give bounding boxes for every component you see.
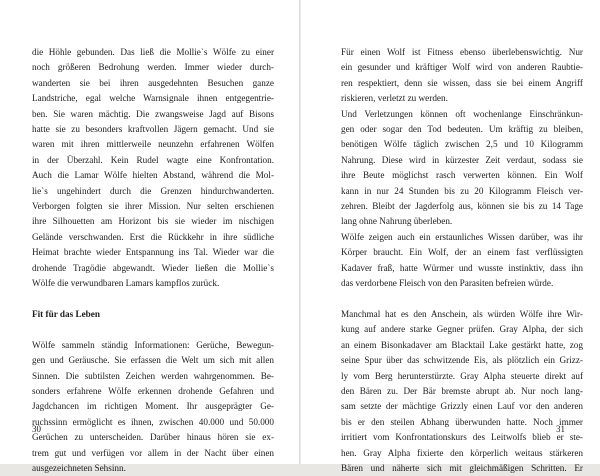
text-line: ihre Silhouetten am Horizont bis sie wieder im nischigen: [32, 216, 274, 227]
text-line: riskieren, verletzt zu werden.: [341, 93, 448, 104]
text-line: zehren. Bleibt der Jagderfolg aus, können sie bis zu 14 Tage: [341, 201, 583, 212]
left-page: [32, 45, 274, 476]
text-line: lang ohne Nahrung überleben.: [341, 216, 453, 227]
text-line: Heimat brachte wieder Entspannung ins Tal. Wieder war die: [32, 247, 274, 258]
text-line: die Höhle gebunden. Das ließ die Mollie`s Wölfe zu einer: [32, 47, 274, 57]
text-line: Verborgen folgten sie ihrer Mission. Nur selten erschienen: [32, 201, 274, 212]
text-line: gen und Geräusche. Sie erfassen die Welt um sich mit allen: [32, 355, 274, 366]
text-line: Bären und näherte sich mit gleichmäßigen Schritten. Er: [341, 462, 583, 473]
text-line: an einem Bisonkadaver am Blacktail Lake gestärkt hatte, zog: [341, 339, 583, 350]
text-line: hen. Gray Alpha fixierte den körperlich weitaus stärkeren: [341, 447, 583, 458]
right-page: [341, 45, 583, 476]
text-line: irritiert vom Konfrontationskurs des Leitwolfs blieb er ste-: [341, 432, 583, 443]
page-number-left: 30: [32, 424, 41, 434]
text-line: Für einen Wolf ist Fitness ebenso überlebenswichtig. Nur: [341, 47, 583, 57]
text-line: ben. Sie waren mächtig. Die zwangsweise Jagd auf Bisons: [32, 108, 274, 119]
text-line: noch größeren Bedrohung werden. Immer wieder durch-: [32, 62, 274, 73]
paragraph-gap: [32, 292, 274, 307]
text-line: Wölfe sammeln ständig Informationen: Gerüche, Bewegun-: [32, 339, 274, 350]
text-line: ihre Beute möglichst rasch verwerten können. Ein Wolf: [341, 170, 583, 181]
left-paragraph-2: [32, 338, 274, 476]
text-line: trem gut und verfügen vor allem in der Nacht über einen: [32, 447, 274, 458]
text-line: in der Überzahl. Kein Rudel wagte eine Konfrontation.: [32, 154, 274, 165]
text-line: drohende Tragödie abgewandt. Wieder ließen die Mollie`s: [32, 262, 274, 273]
text-line: ausgezeichneten Sehsinn.: [32, 462, 126, 473]
text-line: wanderten sie bei ihren ausgedehnten Besuchen ganze: [32, 77, 274, 88]
text-line: Sinnen. Die subtilsten Zeichen werden wahrgenommen. Be-: [32, 370, 274, 381]
text-line: Kadaver fraß, hatte Würmer und wusste instinktiv, dass ihn: [341, 262, 583, 273]
text-line: sonders erfahrene Wölfe erkennen drohende Gefahren und: [32, 385, 274, 396]
text-line: benötigen Wölfe täglich zwischen 2,5 und 10 Kilogramm: [341, 139, 583, 150]
right-paragraph-2: [341, 107, 583, 230]
text-line: hatte sie zu besonders kraftvollen Jägern gemacht. Und sie: [32, 124, 274, 135]
text-line: Und Verletzungen können oft wochenlange Einschränkun-: [341, 108, 583, 119]
right-paragraph-4: [341, 307, 583, 476]
text-line: lie`s ungehindert durch die Grenzen hindurchwanderten.: [32, 185, 274, 196]
left-paragraph-1: [32, 45, 274, 292]
text-line: das verdorbene Fleisch von den Parasiten befreien würde.: [341, 278, 554, 289]
right-paragraph-3: [341, 230, 583, 292]
text-line: Auch die Lamar Wölfe hielten Abstand, während die Mol-: [32, 170, 274, 181]
paragraph-gap: [341, 292, 583, 307]
text-line: waren mit ihren mittlerweile neunzehn erfahrenen Wölfen: [32, 139, 274, 150]
text-line: den Bären zu. Der Bär bremste abrupt ab. Nur noch lang-: [341, 385, 583, 396]
text-line: Gelände verschwanden. Erst die Rückkehr in ihre südliche: [32, 231, 274, 242]
page-number-right: 31: [556, 424, 565, 434]
section-heading: Fit für das Leben: [32, 308, 100, 319]
paragraph-gap: [32, 322, 274, 337]
text-line: Manchmal hat es den Anschein, als würden Wölfe ihre Wir-: [341, 308, 583, 319]
text-line: kann in nur 24 Stunden bis zu 20 Kilogramm Fleisch ver-: [341, 185, 583, 196]
text-line: Nahrung. Diese wird in kürzester Zeit verdaut, sodass sie: [341, 154, 583, 165]
text-line: Gerüchen zu unterscheiden. Darüber hinaus hören sie ex-: [32, 432, 274, 443]
text-line: Körper braucht. Ein Wolf, der an einem fast verflüssigten: [341, 247, 583, 258]
text-line: bis er den steilen Abhang überwunden hatte. Noch immer: [341, 416, 583, 427]
text-line: Wölfe die verwundbaren Lamars kampflos zurück.: [32, 278, 220, 289]
text-line: Landstriche, egal welche Warnsignale ihnen entgegentrie-: [32, 93, 274, 104]
right-paragraph-1: [341, 45, 583, 107]
text-line: sam setzte der mächtige Grizzly einen Lauf vor den anderen: [341, 401, 583, 412]
text-line: ein gesunder und kräftiger Wolf wird von anderen Raubtie-: [341, 62, 583, 73]
text-line: Jagdchancen im richtigen Moment. Ihr ausgeprägter Ge-: [32, 401, 274, 412]
text-line: seine Spur über das schwitzende Eis, als plötzlich ein Grizz-: [341, 355, 583, 366]
text-line: ren respektiert, denn sie wissen, dass sie bei einem Angriff: [341, 77, 583, 88]
text-line: ruchssinn ermöglicht es ihnen, zwischen 40.000 und 50.000: [32, 416, 274, 427]
text-line: ly vom Berg herunterstürzte. Gray Alpha steuerte direkt auf: [341, 370, 583, 381]
book-gutter: [299, 0, 301, 464]
text-line: gen oder sogar den Tod bedeuten. Um kräftig zu bleiben,: [341, 124, 583, 135]
text-line: kung auf andere starke Gegner prüfen. Gray Alpha, der sich: [341, 324, 583, 335]
text-line: Wölfe zeigen auch ein erstaunliches Wissen darüber, was ihr: [341, 231, 583, 242]
